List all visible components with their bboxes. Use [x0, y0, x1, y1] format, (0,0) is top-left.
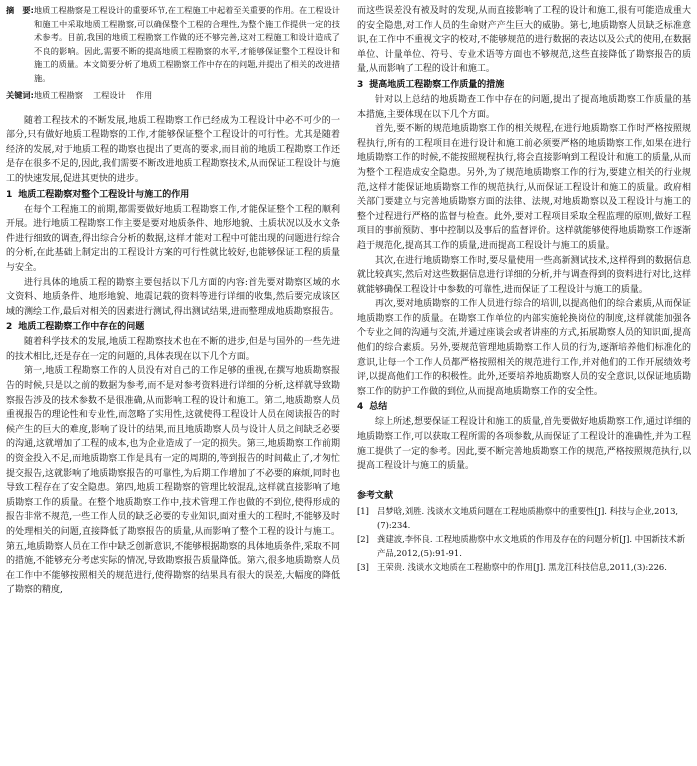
abstract-label: 摘 要: [6, 5, 34, 15]
section-number: 3 [357, 79, 364, 90]
paragraph: 随着科学技术的发展,地质工程勘察技术也在不断的进步,但是与国外的一些先进的技术相比,还是存在一定的问题的,具体表现在以下几个方面。 [6, 337, 340, 362]
left-column [6, 4, 340, 598]
section-title: 总结 [369, 402, 388, 413]
section-4-heading [357, 400, 691, 414]
intro-paragraph: 随着工程技术的不断发展,地质工程勘察工作已经成为工程设计中必不可少的一部分,只有做好地质工程勘察的工作,才能够保证整个工程设计的可行性。尤其是随着经济的发展,对于地质工程的勘察也提出了更高的要求,而目前的地质工程勘察工作还是存在很多不足的,因此,我们需要不断改进地质工程勘察技术,从而保证工程设计与施工的快速发展,促进其更快的进步。 [6, 115, 340, 184]
references-title: 参考文献 [357, 490, 394, 501]
keyword-item: 地质工程勘察 [33, 89, 83, 100]
reference-number: [1] [357, 505, 369, 516]
paragraph: 综上所述,想要保证工程设计和施工的质量,首先要做好地质勘察工作,通过详细的地质勘察工作,可以获取工程所需的各项参数,从而保证了工程设计的准确性,并为工程施工提供了一定的参考。因此,要不断完善地质勘察工作的规范,严格按照规范执行,以提高工程设计与施工的质量。 [357, 417, 691, 472]
reference-item [357, 504, 691, 532]
abstract-text: 地质工程勘察是工程设计的重要环节,在工程施工中起着至关重要的作用。在工程设计和施工中采取地质工程勘察,可以确保整个工程的合理性,为整个施工作提供一定的技术参考。目前,我国的地质工程勘察工作做的还不够完善,这对工程施工和设计造成了不良的影响。因此,需要不断的提高地质工程勘察的水平,才能够保证整个工程设计和施工的质量。本文简要分析了地质工程勘察工作中存在的问题,并提出了相关的改进措施。 [33, 5, 340, 83]
keywords [6, 88, 340, 102]
reference-text: 王荣贵. 浅谈水文地质在工程勘察中的作用[J]. 黑龙江科技信息,2011,(3):226. [377, 561, 667, 572]
paragraph: 其次,在进行地质勘察工作时,要尽量使用一些高新测试技术,这样得到的数据信息就比较真实,然后对这些数据信息进行详细的分析,并与调查得到的资料进行对比,这样就能够确保工程设计中参数的可靠性,进而保证了工程设计与施工的质量。 [357, 255, 691, 295]
abstract [6, 4, 340, 86]
section-number: 2 [6, 322, 13, 333]
section-number: 4 [357, 402, 364, 413]
reference-item [357, 532, 691, 560]
section-3-heading [357, 78, 691, 92]
section-number: 1 [6, 189, 13, 200]
section-1-heading [6, 188, 340, 202]
paragraph: 进行具体的地质工程的勘察主要包括以下几方面的内容:首先要对勘察区域的水文资料、地质条件、地形地貌、地震记载的资料等进行详细的收集,然后要完成该区域的测绘工作,最后对相关的因素进行测试,得出测试结果,进而整理成地质勘察报告。 [6, 277, 340, 317]
continued-paragraph: 而这些误差没有被及时的发现,从而直接影响了工程的设计和施工,很有可能造成重大的安全隐患,对工作人员的生命财产产生巨大的威胁。第七,地质勘察人员缺乏标准意识,在工作中不重视文字的校对,不能够规范的进行数据的表达以及公式的使用,在数据单位、计量单位、符号、专业术语等方面也不够规范,这些直接降低了勘察报告的质量,从而影响了工程的设计和施工。 [357, 6, 691, 75]
reference-item [357, 560, 691, 574]
paragraph: 再次,要对地质勘察的工作人员进行综合的培训,以提高他们的综合素质,从而保证地质勘察工作的质量。在勘察工作单位的内部实施轮换岗位的制度,这样就能加强各个专业之间的沟通与交流,并通过座谈会或者讲座的方式,拓展勘察人员的知识面,提高他们的综合素质。另外,要规范管理地质勘察工作人员的行为,逐渐培养他们标准化的意识,让每一个工作人员都严格按照相关的规范进行工作,并对他们的工作开展绩效考评,以提高他们工作的积极性。此外,还要培养地质勘察人员的安全意识,以保证地质勘察工作的防护工作做的到位,从而提高地质勘察工作的安全性。 [357, 299, 691, 397]
section-title: 地质工程勘察对整个工程设计与施工的作用 [18, 189, 190, 200]
reference-number: [3] [357, 561, 369, 572]
section-title: 地质工程勘察工作中存在的问题 [18, 322, 145, 333]
keywords-label: 关键词: [6, 89, 34, 100]
section-2-heading [6, 320, 340, 334]
reference-text: 龚建波,李怀良. 工程地质勘察中水文地质的作用及存在的问题分析[J]. 中国新技术新产品,2012,(5):91-91. [377, 533, 685, 558]
section-title: 提高地质工程勘察工作质量的措施 [369, 79, 505, 90]
paragraph: 针对以上总结的地质勘查工作中存在的问题,提出了提高地质勘察工作质量的基本措施,主要体现在以下几个方面。 [357, 94, 691, 120]
keyword-item: 工程设计 [92, 89, 126, 100]
right-column [357, 4, 691, 574]
paragraph: 首先,要不断的规范地质勘察工作的相关规程,在进行地质勘察工作时严格按照规程执行,所有的工程项目在进行设计和施工前必须要严格的地质勘察工作,如果在进行地质勘察工作的时候,不能按照规程执行,将会直接影响到工程设计和施工的质量,从而为整个工程造成安全隐患。另外,为了规范地质勘察工作的行为,要建立相关的行业规范,这样才能保证地质勘察工作的规范执行,从而保证工程设计和施工的质量。政府相关部门要建立与完善地质勘察方面的法律、法规,对地质勘察以及工程设计与施工的整个过程进行严格的监督与检查。此外,要对工程项目采取全程监理的原则,做好工程项目的事前预防、事中控制以及事后的监督评价。这样就能够使得地质勘察工作逐渐趋于规范化,提高其工作的质量,进而提高工程设计与施工的质量。 [357, 124, 691, 251]
keyword-item: 作用 [135, 89, 153, 100]
paragraph: 第一,地质工程勘察工作的人员没有对自己的工作足够的重视,在撰写地质勘察报告的时候,只是以之前的数据为参考,而不是对参考资料进行详细的分析,这样就导致勘察报告涉及的技术参数不是很准确,从而影响工程的设计和施工。第二,地质勘察人员重视报告的理论性和专业性,而忽略了实用性,这就使得工程设计人员在阅读报告的时候产生的巨大的难度,影响了设计的结果,而且地质勘察人员与设计人员之间缺乏必要的沟通,这就增加了工程的成本,也为企业造成了一定的损失。第三,地质勘察工作前期的资金投入不足,而地质勘察工作是具有一定的周期的,等到报告的时间截止了,才匆忙提交报告,这就影响了地质勘察报告的可靠性,为后期工作增加了不必要的麻烦,同时也导致工程存在了安全隐患。第四,地质工程勘察的管理比较混乱,这样就直接影响了地质勘察工作的质量。在整个地质勘察工作中,技术管理工作也做的不到位,使得形成的报告非常不规范,一些工作人员的缺乏必要的专业知识,面对重大的工程时,不能够及时的处理相关的问题,直接降低了勘察报告的质量,从而影响了整个工程的设计与施工。第五,地质勘察人员在工作中缺乏创新意识,不能够根据勘察的具体地质条件,采取不同的措施,不能够充分考虑实际的情况,导致勘察报告质量降低。第六,很多地质勘察人员在工作中不能够按照相关的规范进行,使得勘察的结果具有很大的误差,大幅度的降低了勘察的精度, [6, 366, 340, 596]
paragraph: 在每个工程施工的前期,都需要做好地质工程勘察工作,才能保证整个工程的顺利开展。进行地质工程勘察工作主要是要对地质条件、地形地貌、土质状况以及水文条件进行细致的调查,得出综合分析的数据,这样才能对工程中可能出现的问题进行综合的分析,在此基础上制定出的工程设计方案的可行性就比较好,也能够保证工程的质量与安全。 [6, 204, 340, 273]
reference-number: [2] [357, 533, 369, 544]
abstract-body [6, 4, 340, 86]
reference-text: 吕梦晗,刘胜. 浅谈水文地质问题在工程地质勘察中的重要性[J]. 科技与企业,2013,(7):234. [377, 505, 679, 530]
